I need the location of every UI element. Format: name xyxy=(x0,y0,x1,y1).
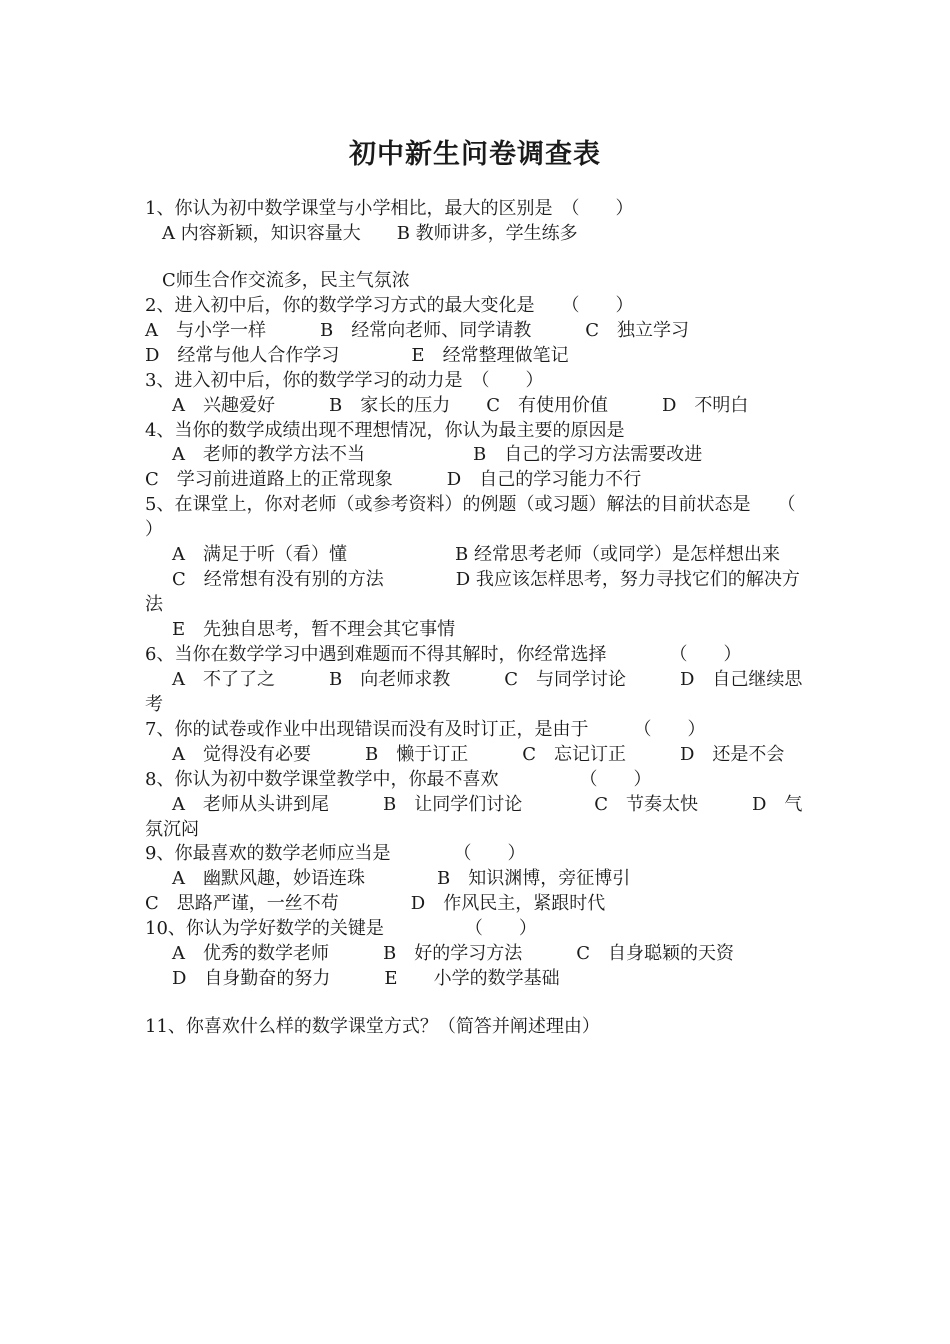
question-1: 1、你认为初中数学课堂与小学相比，最大的区别是 （ ） xyxy=(145,198,634,219)
question-4-options-cd: C 学习前进道路上的正常现象 D 自己的学习能力不行 xyxy=(145,469,642,490)
question-5-wrap: ） xyxy=(145,519,163,540)
question-11: 11、你喜欢什么样的数学课堂方式？（简答并阐述理由） xyxy=(145,1016,600,1037)
question-3-options: A 兴趣爱好 B 家长的压力 C 有使用价值 D 不明白 xyxy=(172,395,749,416)
question-5-options-cd: C 经常想有没有别的方法 D 我应该怎样思考，努力寻找它们的解决方 xyxy=(172,569,800,590)
question-9-options-ab: A 幽默风趣，妙语连珠 B 知识渊博，旁征博引 xyxy=(172,868,631,889)
question-2-options-abc: A 与小学一样 B 经常向老师、同学请教 C 独立学习 xyxy=(145,320,689,341)
question-9-options-cd: C 思路严谨，一丝不苟 D 作风民主，紧跟时代 xyxy=(145,893,606,914)
question-6-options-wrap: 考 xyxy=(145,694,163,715)
question-5-options-ab: A 满足于听（看）懂 B 经常思考老师（或同学）是怎样想出来 xyxy=(172,544,780,565)
question-10-options-abc: A 优秀的数学老师 B 好的学习方法 C 自身聪颖的天资 xyxy=(172,943,734,964)
question-4: 4、当你的数学成绩出现不理想情况，你认为最主要的原因是 xyxy=(145,420,625,441)
question-10-options-de: D 自身勤奋的努力 E 小学的数学基础 xyxy=(172,968,560,989)
question-9: 9、你最喜欢的数学老师应当是 （ ） xyxy=(145,843,526,864)
question-5-options-cd-wrap: 法 xyxy=(145,594,163,615)
question-7: 7、你的试卷或作业中出现错误而没有及时订正，是由于 （ ） xyxy=(145,719,706,740)
question-1-option-c: C师生合作交流多，民主气氛浓 xyxy=(162,270,410,291)
question-8: 8、你认为初中数学课堂教学中，你最不喜欢 （ ） xyxy=(145,769,652,790)
question-8-options-wrap: 氛沉闷 xyxy=(145,819,199,840)
question-4-options-ab: A 老师的教学方法不当 B 自己的学习方法需要改进 xyxy=(172,444,703,465)
question-7-options: A 觉得没有必要 B 懒于订正 C 忘记订正 D 还是不会 xyxy=(172,744,785,765)
page-title: 初中新生问卷调查表 xyxy=(349,139,601,170)
question-8-options: A 老师从头讲到尾 B 让同学们讨论 C 节奏太快 D 气 xyxy=(172,794,803,815)
question-2: 2、进入初中后，你的数学学习方式的最大变化是 （ ） xyxy=(145,295,634,316)
question-5-option-e: E 先独自思考，暂不理会其它事情 xyxy=(172,619,456,640)
question-6-options: A 不了了之 B 向老师求教 C 与同学讨论 D 自己继续思 xyxy=(172,669,803,690)
question-3: 3、进入初中后，你的数学学习的动力是 （ ） xyxy=(145,370,544,391)
question-10: 10、你认为学好数学的关键是 （ ） xyxy=(145,918,537,939)
question-6: 6、当你在数学学习中遇到难题而不得其解时，你经常选择 （ ） xyxy=(145,644,742,665)
question-5: 5、在课堂上，你对老师（或参考资料）的例题（或习题）解法的目前状态是 （ xyxy=(145,494,796,515)
question-2-options-de: D 经常与他人合作学习 E 经常整理做笔记 xyxy=(145,345,569,366)
question-1-options-ab: A 内容新颖，知识容量大 B 教师讲多，学生练多 xyxy=(162,223,578,244)
